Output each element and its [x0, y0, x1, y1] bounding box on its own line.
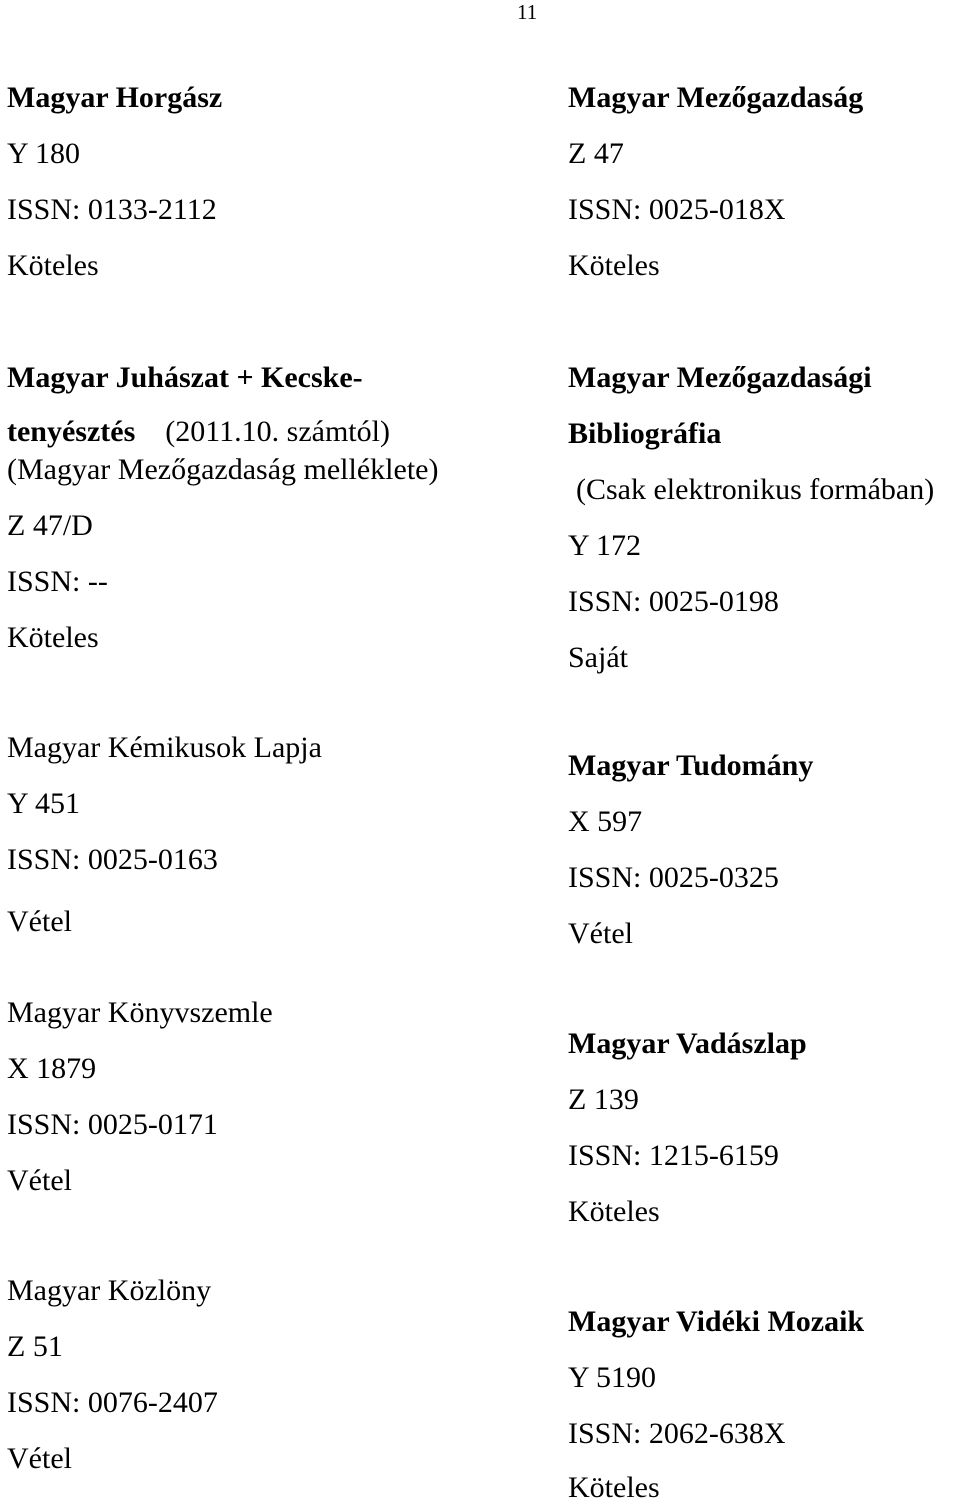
entry-issn: ISSN: 0025-0325 [568, 861, 779, 894]
entry-title: Magyar Horgász [7, 81, 223, 114]
entry-issn: ISSN: 0025-0163 [7, 843, 218, 876]
entry-code: Y 172 [568, 529, 642, 562]
entry-note: (Magyar Mezőgazdaság melléklete) [7, 453, 439, 486]
entry-issn: ISSN: 2062-638X [568, 1417, 786, 1450]
entry-title: Magyar Mezőgazdasági [568, 361, 872, 394]
entry-title-bold-part: tenyésztés [7, 415, 136, 448]
entry-code: Y 451 [7, 787, 81, 820]
entry-issn: ISSN: 0025-018X [568, 193, 786, 226]
entry-issn: ISSN: 1215-6159 [568, 1139, 779, 1172]
entry-status: Köteles [7, 621, 99, 654]
entry-title: Magyar Vidéki Mozaik [568, 1305, 865, 1338]
entry-issn: ISSN: 0076-2407 [7, 1386, 218, 1419]
entry-issn: ISSN: 0025-0198 [568, 585, 779, 618]
entry-status: Saját [568, 641, 628, 674]
entry-title-continuation [7, 414, 390, 450]
entry-title: Magyar Kémikusok Lapja [7, 731, 322, 764]
entry-title: Magyar Közlöny [7, 1274, 212, 1307]
entry-code: Z 47 [568, 137, 624, 170]
entry-status: Köteles [568, 1471, 660, 1504]
entry-issn: ISSN: 0133-2112 [7, 193, 217, 226]
entry-code: Z 51 [7, 1330, 63, 1363]
entry-status: Köteles [568, 1195, 660, 1228]
entry-title: Magyar Könyvszemle [7, 996, 273, 1029]
entry-code: Y 180 [7, 137, 81, 170]
entry-status: Köteles [7, 249, 99, 282]
entry-title: Magyar Tudomány [568, 749, 814, 782]
page-number: 11 [517, 0, 538, 24]
entry-code: X 1879 [7, 1052, 97, 1085]
entry-status: Vétel [568, 917, 633, 950]
entry-status: Vétel [7, 1164, 72, 1197]
entry-code: Y 5190 [568, 1361, 657, 1394]
entry-code: X 597 [568, 805, 643, 838]
entry-title: Magyar Mezőgazdaság [568, 81, 864, 114]
entry-title: Magyar Vadászlap [568, 1027, 807, 1060]
entry-issn: ISSN: 0025-0171 [7, 1108, 218, 1141]
entry-title-continuation: Bibliográfia [568, 417, 722, 450]
entry-note: (Csak elektronikus formában) [576, 473, 935, 506]
entry-issn: ISSN: -- [7, 565, 108, 598]
entry-code: Z 139 [568, 1083, 639, 1116]
entry-title: Magyar Juhászat + Kecske- [7, 361, 363, 394]
entry-date-note: (2011.10. számtól) [165, 415, 390, 448]
entry-status: Vétel [7, 1442, 72, 1475]
entry-status: Vétel [7, 905, 72, 938]
entry-status: Köteles [568, 249, 660, 282]
entry-code: Z 47/D [7, 509, 93, 542]
